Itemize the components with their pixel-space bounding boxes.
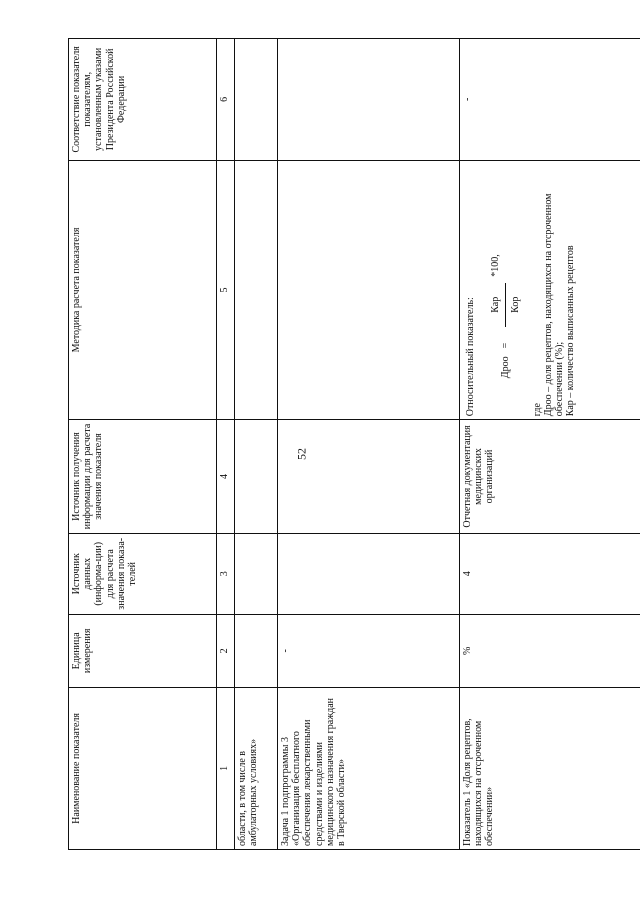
header-cell: Соответствие показателя показателям, установленным указами Президента Российской Федерации bbox=[69, 39, 217, 161]
formula bbox=[490, 164, 521, 379]
header-cell: Наименование показателя bbox=[69, 687, 217, 849]
table-row bbox=[235, 39, 278, 850]
formula-equals: = bbox=[500, 342, 512, 349]
header-cell: Источник данных (информа-ции) для расчета значения показа-телей bbox=[69, 533, 217, 614]
formula-name: Дроо bbox=[500, 356, 512, 379]
info-source-cell bbox=[235, 420, 278, 534]
compliance-cell: - bbox=[460, 39, 640, 161]
method-cell bbox=[460, 160, 640, 420]
column-number: 6 bbox=[217, 39, 235, 161]
header-cell: Источник получения информации для расчета значения показателя bbox=[69, 420, 217, 534]
method-cell bbox=[235, 160, 278, 420]
formula-where: где bbox=[531, 403, 543, 417]
indicator-name: Задача 1 подпрограммы 3 «Организация бесплатного обеспечения лекарственными средствами и изделиями медицинского назначения граждан в Тверской области» bbox=[278, 687, 460, 849]
info-source-cell: Отчетная документация медицинских организаций bbox=[460, 420, 640, 534]
unit-cell: % bbox=[460, 614, 640, 687]
column-number-row bbox=[217, 39, 235, 850]
column-number: 4 bbox=[217, 420, 235, 534]
indicator-name: области, в том числе в амбулаторных условиях» bbox=[235, 687, 278, 849]
column-number: 2 bbox=[217, 614, 235, 687]
formula-fraction bbox=[490, 283, 521, 327]
formula-definition: Кар – количество выписанных рецептов bbox=[565, 245, 577, 417]
header-cell: Методика расчета показателя bbox=[69, 160, 217, 420]
data-source-cell: 4 bbox=[460, 533, 640, 614]
info-source-cell bbox=[278, 420, 460, 534]
formula-denominator: Кор bbox=[510, 296, 522, 313]
column-number: 5 bbox=[217, 160, 235, 420]
data-source-cell bbox=[235, 533, 278, 614]
unit-cell: - bbox=[278, 614, 460, 687]
table-row bbox=[278, 39, 460, 850]
header-row bbox=[69, 39, 217, 850]
indicators-table bbox=[68, 38, 640, 850]
method-title: Относительный показатель: bbox=[465, 297, 476, 417]
fraction-bar bbox=[505, 283, 506, 327]
indicator-name: Показатель 1 «Доля рецептов, находящихся на отсроченном обеспечении» bbox=[460, 687, 640, 849]
formula-definition: Дроо – доля рецептов, находящихся на отсроченном обеспечении (%); bbox=[542, 193, 565, 417]
data-source-cell bbox=[278, 533, 460, 614]
formula-multiplier: *100, bbox=[490, 254, 502, 277]
formula-numerator: Кар bbox=[490, 296, 502, 313]
method-cell bbox=[278, 160, 460, 420]
page-number: 52 bbox=[294, 448, 309, 460]
column-number: 1 bbox=[217, 687, 235, 849]
column-number: 3 bbox=[217, 533, 235, 614]
table-row bbox=[460, 39, 640, 850]
header-cell: Единица измерения bbox=[69, 614, 217, 687]
rotated-table-container bbox=[68, 38, 640, 850]
compliance-cell bbox=[235, 39, 278, 161]
unit-cell bbox=[235, 614, 278, 687]
compliance-cell bbox=[278, 39, 460, 161]
